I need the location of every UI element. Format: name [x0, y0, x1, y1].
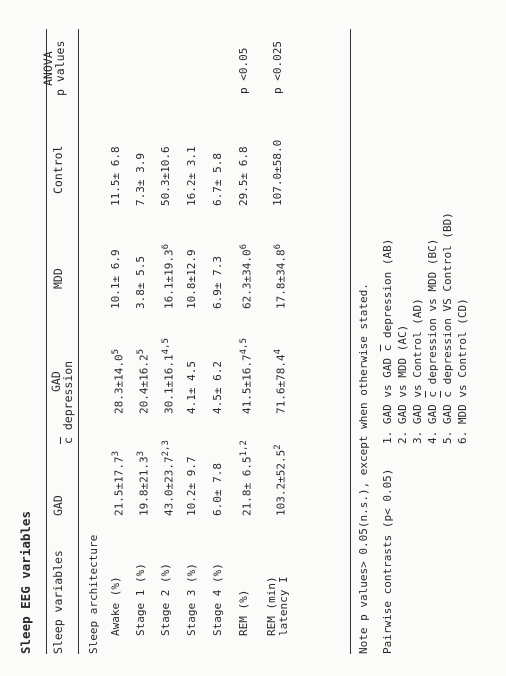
row-label: Stage 3 (%)	[185, 563, 198, 636]
contrast-item: 3. GAD vs Control (AD)	[411, 298, 424, 444]
footnote-superscript: 4,5	[239, 338, 249, 355]
contrast-item: 1. GAD vs GAD $\overline{c}$ depression (AB)	[381, 238, 394, 444]
header-gad: GAD	[51, 495, 65, 516]
cell-gadc: $20.4\pm 16.2^5$	[136, 348, 151, 414]
cell-mdd: 6.9± 7.3	[211, 256, 224, 309]
contrast-item: 5. GAD $\overline{c}$ depression VS Control (BD)	[441, 212, 454, 444]
contrast-item: 6. MDD vs Control (CD)	[456, 298, 469, 444]
cell-control: 6.7± 5.8	[211, 153, 224, 206]
cell-mdd: 10.8±12.9	[185, 249, 198, 309]
cell-control: 107.0±58.0	[271, 139, 284, 206]
contrasts-label: Pairwise contrasts (p< 0.05)	[381, 468, 394, 654]
cell-mdd: $16.1\pm 19.3^6$	[161, 243, 176, 309]
row-label: Stage 4 (%)	[211, 563, 224, 636]
footnote-superscript: 4,5	[161, 338, 171, 355]
cell-gadc: $28.3\pm 14.0^5$	[111, 348, 126, 414]
footnote-superscript: 1,2	[239, 440, 249, 457]
note-line: Note p values> 0.05(n.s.), except when otherwise stated.	[357, 283, 370, 654]
cell-gad: $103.2\pm 52.5^2$	[273, 444, 288, 516]
footnote-superscript: 2,3	[161, 440, 171, 457]
cell-gad: $43.0\pm 23.7^{2,3}$	[161, 440, 176, 516]
footnote-superscript: 6	[161, 243, 171, 250]
footnote-superscript: 2	[273, 444, 283, 450]
footnote-superscript: 3	[111, 450, 121, 457]
footnote-superscript: 6	[239, 243, 249, 250]
row-label: Stage 2 (%)	[159, 563, 172, 636]
header-gadc-top: GAD	[49, 371, 63, 392]
cell-gad: 6.0± 7.8	[211, 463, 224, 516]
footnote-superscript: 6	[273, 243, 283, 250]
header-mdd: MDD	[51, 268, 65, 289]
row-label: REM (min)	[265, 576, 278, 636]
cell-control: 29.5± 6.8	[237, 146, 250, 206]
footnote-superscript: 5	[136, 348, 146, 355]
header-anova: ANOVA	[41, 51, 55, 86]
rotated-table-page	[20, 14, 490, 654]
footnote-superscript: 4	[273, 348, 283, 355]
cell-gadc: $71.6\pm 78.4^4$	[273, 348, 288, 414]
row-label: Stage 1 (%)	[134, 563, 147, 636]
row-label-line2: latency I	[277, 576, 290, 636]
row-label: Awake (%)	[109, 576, 122, 636]
cell-gad: $21.8\pm 6.5^{1,2}$	[239, 440, 254, 516]
bottom-rule	[350, 29, 351, 654]
cell-gad: $21.5\pm 17.7^3$	[111, 450, 126, 516]
header-gadc-c: $\overline{c}$	[61, 437, 75, 444]
table-title: Sleep EEG variables	[18, 511, 33, 654]
footnote-superscript: 5	[111, 348, 121, 355]
cell-gad: $19.8\pm 21.3^3$	[136, 450, 151, 516]
cell-mdd: 10.1± 6.9	[109, 249, 122, 309]
section-label: Sleep architecture	[87, 534, 100, 654]
cell-mdd: $17.8\pm 34.8^6$	[273, 243, 288, 309]
cell-mdd: 3.8± 5.5	[134, 256, 147, 309]
cell-control: 16.2± 3.1	[185, 146, 198, 206]
cell-gadc: $30.1\pm 16.1^{4,5}$	[161, 338, 176, 414]
contrast-item: 4. GAD $\overline{c}$ depression vs MDD (BC)	[426, 238, 439, 444]
cell-gadc: 4.1± 4.5	[185, 361, 198, 414]
header-gadc-bottom: $\overline{c}$ depression	[61, 360, 75, 444]
header-control: Control	[51, 145, 65, 194]
top-rule	[46, 29, 47, 654]
cell-control: 50.3±10.6	[159, 146, 172, 206]
header-rule	[78, 29, 79, 654]
cell-control: 7.3± 3.9	[134, 153, 147, 206]
cell-gad: 10.2± 9.7	[185, 456, 198, 516]
cell-gadc: 4.5± 6.2	[211, 361, 224, 414]
footnote-superscript: 3	[136, 450, 146, 457]
cell-gadc: $41.5\pm 16.7^{4,5}$	[239, 338, 254, 414]
contrast-item: 2. GAD vs MDD (AC)	[396, 324, 409, 444]
cell-control: 11.5± 6.8	[109, 146, 122, 206]
cell-mdd: $62.3\pm 34.0^6$	[239, 243, 254, 309]
header-pvalues: p values	[53, 40, 67, 96]
cell-p: p <0.05	[237, 47, 250, 94]
cell-p: p <0.025	[271, 41, 284, 94]
header-variable: Sleep variables	[51, 550, 65, 654]
row-label: REM (%)	[237, 589, 250, 636]
